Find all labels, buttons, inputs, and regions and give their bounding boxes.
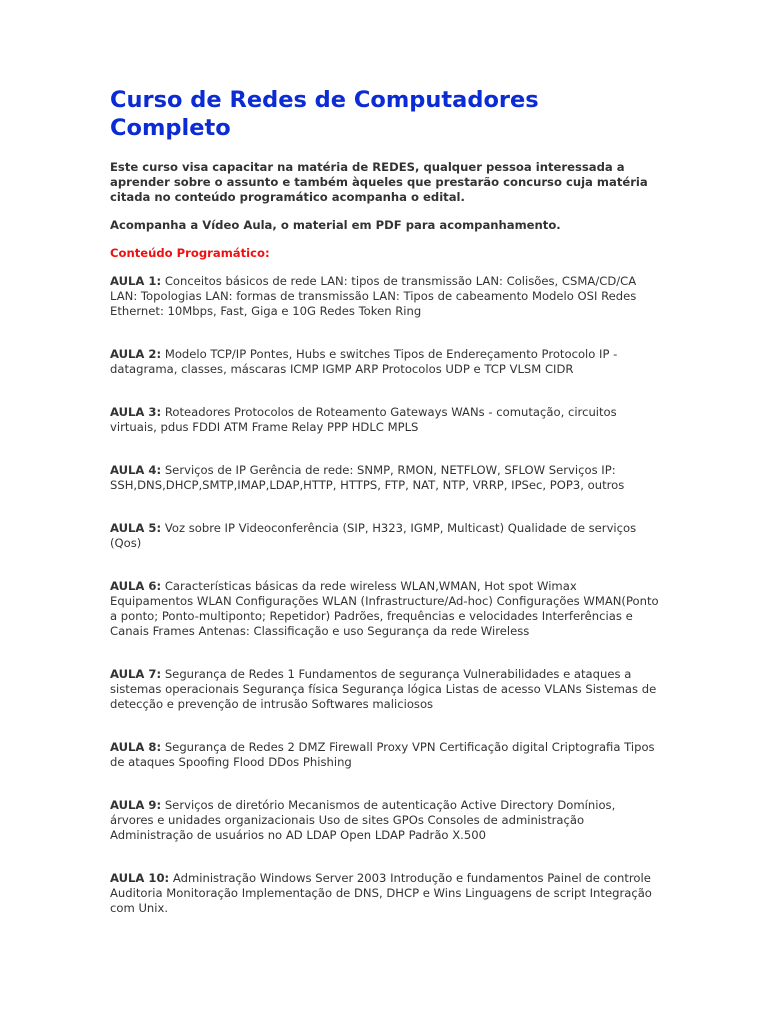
lesson-label: AULA 6: <box>110 579 162 593</box>
lesson-description: Roteadores Protocolos de Roteamento Gateways WANs - comutação, circuitos virtuais, pdus FDDI ATM Frame Relay PPP HDLC MPLS <box>110 405 617 434</box>
lesson-label: AULA 8: <box>110 740 162 754</box>
lesson-spacer <box>110 843 662 871</box>
lesson-label: AULA 3: <box>110 405 162 419</box>
section-heading: Conteúdo Programático: <box>110 246 270 260</box>
lesson-spacer <box>110 639 662 667</box>
lesson-label: AULA 4: <box>110 463 162 477</box>
lesson-description: Segurança de Redes 1 Fundamentos de segurança Vulnerabilidades e ataques a sistemas operacionais Segurança física Segurança lógica Listas de acesso VLANs Sistemas de detecção e prevenção de intrusão Softwares maliciosos <box>110 667 657 711</box>
lesson-spacer <box>110 551 662 579</box>
lesson-spacer <box>110 377 662 405</box>
lesson-description: Serviços de IP Gerência de rede: SNMP, RMON, NETFLOW, SFLOW Serviços IP: SSH,DNS,DHCP,SMTP,IMAP,LDAP,HTTP, HTTPS, FTP, NAT, NTP, VRRP, IPSec, POP3, outros <box>110 463 625 492</box>
lesson-description: Modelo TCP/IP Pontes, Hubs e switches Tipos de Endereçamento Protocolo IP - datagrama, classes, máscaras ICMP IGMP ARP Protocolos UDP e TCP VLSM CIDR <box>110 347 618 376</box>
page-title: Curso de Redes de Computadores Completo <box>110 87 539 141</box>
lesson-spacer <box>110 712 662 740</box>
lesson-spacer <box>110 770 662 798</box>
lesson-item <box>110 798 662 843</box>
lesson-label: AULA 10: <box>110 871 170 885</box>
lesson-label: AULA 9: <box>110 798 162 812</box>
lesson-item <box>110 579 662 639</box>
lesson-description: Administração Windows Server 2003 Introdução e fundamentos Painel de controle Auditoria Monitoração Implementação de DNS, DHCP e Wins Linguagens de script Integração com Unix. <box>110 871 652 915</box>
document-content <box>110 86 662 916</box>
lesson-spacer <box>110 435 662 463</box>
lesson-label: AULA 7: <box>110 667 162 681</box>
lesson-label: AULA 2: <box>110 347 162 361</box>
lesson-description: Segurança de Redes 2 DMZ Firewall Proxy VPN Certificação digital Criptografia Tipos de ataques Spoofing Flood DDos Phishing <box>110 740 655 769</box>
lesson-label: AULA 1: <box>110 274 162 288</box>
intro-paragraph-video: Acompanha a Vídeo Aula, o material em PDF para acompanhamento. <box>110 218 561 232</box>
lesson-list <box>110 274 662 916</box>
intro-paragraph: Este curso visa capacitar na matéria de REDES, qualquer pessoa interessada a aprender sobre o assunto e também àqueles que prestarão concurso cuja matéria citada no conteúdo programático acompanha o edital. <box>110 160 648 204</box>
lesson-description: Características básicas da rede wireless WLAN,WMAN, Hot spot Wimax Equipamentos WLAN Configurações WLAN (Infrastructure/Ad-hoc) Configurações WMAN(Ponto a ponto; Ponto-multiponto; Repetidor) Padrões, frequências e velocidades Interferências e Canais Frames Antenas: Classificação e uso Segurança da rede Wireless <box>110 579 659 638</box>
lesson-item <box>110 521 662 551</box>
lesson-item <box>110 871 662 916</box>
lesson-item <box>110 667 662 712</box>
lesson-description: Serviços de diretório Mecanismos de autenticação Active Directory Domínios, árvores e unidades organizacionais Uso de sites GPOs Consoles de administração Administração de usuários no AD LDAP Open LDAP Padrão X.500 <box>110 798 616 842</box>
lesson-item <box>110 347 662 377</box>
lesson-item <box>110 274 662 319</box>
lesson-label: AULA 5: <box>110 521 162 535</box>
lesson-description: Voz sobre IP Videoconferência (SIP, H323, IGMP, Multicast) Qualidade de serviços (Qos) <box>110 521 637 550</box>
lesson-item <box>110 740 662 770</box>
lesson-item <box>110 463 662 493</box>
lesson-description: Conceitos básicos de rede LAN: tipos de transmissão LAN: Colisões, CSMA/CD/CA LAN: Topologias LAN: formas de transmissão LAN: Tipos de cabeamento Modelo OSI Redes Ethernet: 10Mbps, Fast, Giga e 10G Redes Token Ring <box>110 274 637 318</box>
lesson-spacer <box>110 493 662 521</box>
lesson-item <box>110 405 662 435</box>
lesson-spacer <box>110 319 662 347</box>
